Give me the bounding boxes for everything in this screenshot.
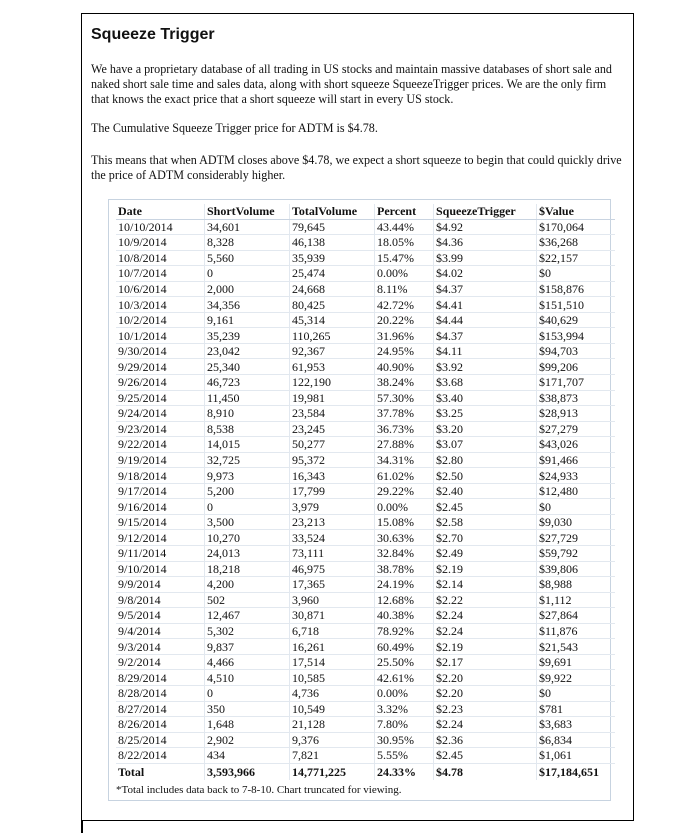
column-header-date: Date — [116, 204, 205, 219]
table-row — [116, 343, 615, 359]
table-cell: $2.24 — [434, 608, 537, 624]
table-row — [116, 592, 615, 608]
table-row — [116, 546, 615, 562]
table-cell: 36.73% — [375, 421, 434, 437]
table-cell: $9,030 — [537, 514, 616, 530]
table-cell: 0.00% — [375, 499, 434, 515]
table-cell: 8/28/2014 — [116, 685, 205, 701]
table-cell: 2,902 — [205, 732, 290, 748]
column-header-value: $Value — [537, 204, 616, 219]
table-cell: $99,206 — [537, 359, 616, 375]
table-cell: $22,157 — [537, 250, 616, 266]
table-cell: 8/22/2014 — [116, 748, 205, 764]
table-row — [116, 219, 615, 235]
table-row — [116, 608, 615, 624]
table-cell: $43,026 — [537, 437, 616, 453]
table-cell: $11,876 — [537, 623, 616, 639]
total-cell: 14,771,225 — [290, 763, 375, 780]
table-cell: $3.20 — [434, 421, 537, 437]
table-cell: $40,629 — [537, 312, 616, 328]
table-cell: $4.37 — [434, 281, 537, 297]
table-cell: 9,973 — [205, 468, 290, 484]
table-cell: 10/1/2014 — [116, 328, 205, 344]
table-cell: 10/7/2014 — [116, 266, 205, 282]
table-cell: 34,356 — [205, 297, 290, 313]
table-cell: 24.19% — [375, 577, 434, 593]
table-cell: $3.40 — [434, 390, 537, 406]
total-cell: Total — [116, 763, 205, 780]
table-cell: 24,668 — [290, 281, 375, 297]
table-cell: 10,549 — [290, 701, 375, 717]
table-cell: $781 — [537, 701, 616, 717]
table-cell: 9/24/2014 — [116, 406, 205, 422]
table-total-row — [116, 763, 615, 780]
table-cell: 35,239 — [205, 328, 290, 344]
table-cell: 5,200 — [205, 483, 290, 499]
table-cell: $27,864 — [537, 608, 616, 624]
table-cell: $2.24 — [434, 623, 537, 639]
table-row — [116, 670, 615, 686]
table-row — [116, 437, 615, 453]
table-cell: $3.99 — [434, 250, 537, 266]
table-cell: 92,367 — [290, 343, 375, 359]
table-cell: 18,218 — [205, 561, 290, 577]
table-cell: $2.80 — [434, 452, 537, 468]
table-cell: $12,480 — [537, 483, 616, 499]
table-cell: 6,718 — [290, 623, 375, 639]
table-cell: 9/30/2014 — [116, 343, 205, 359]
table-cell: 9/2/2014 — [116, 654, 205, 670]
table-cell: 10/3/2014 — [116, 297, 205, 313]
table-cell: 32,725 — [205, 452, 290, 468]
table-row — [116, 421, 615, 437]
table-cell: 10/8/2014 — [116, 250, 205, 266]
table-cell: 29.22% — [375, 483, 434, 499]
table-cell: $2.22 — [434, 592, 537, 608]
table-cell: $2.45 — [434, 748, 537, 764]
table-row — [116, 701, 615, 717]
table-cell: 42.72% — [375, 297, 434, 313]
table-cell: 9/16/2014 — [116, 499, 205, 515]
table-row — [116, 732, 615, 748]
table-cell: $21,543 — [537, 639, 616, 655]
table-cell: 79,645 — [290, 219, 375, 235]
table-cell: $2.40 — [434, 483, 537, 499]
table-cell: 9/18/2014 — [116, 468, 205, 484]
table-cell: 21,128 — [290, 717, 375, 733]
table-cell: $3.92 — [434, 359, 537, 375]
table-row — [116, 468, 615, 484]
table-cell: 32.84% — [375, 546, 434, 562]
table-cell: 10/6/2014 — [116, 281, 205, 297]
table-row — [116, 530, 615, 546]
table-cell: 61.02% — [375, 468, 434, 484]
table-cell: 9/15/2014 — [116, 514, 205, 530]
table-cell: 61,953 — [290, 359, 375, 375]
table-cell: 0.00% — [375, 685, 434, 701]
table-cell: 23,213 — [290, 514, 375, 530]
table-cell: 19,981 — [290, 390, 375, 406]
table-cell: 78.92% — [375, 623, 434, 639]
table-row — [116, 623, 615, 639]
table-cell: 9,837 — [205, 639, 290, 655]
table-cell: $0 — [537, 499, 616, 515]
table-cell: $0 — [537, 685, 616, 701]
table-cell: 5.55% — [375, 748, 434, 764]
table-cell: $28,913 — [537, 406, 616, 422]
table-cell: 20.22% — [375, 312, 434, 328]
table-cell: 8/27/2014 — [116, 701, 205, 717]
table-cell: 9/23/2014 — [116, 421, 205, 437]
table-row — [116, 359, 615, 375]
table-cell: $9,922 — [537, 670, 616, 686]
table-cell: 502 — [205, 592, 290, 608]
table-cell: $2.50 — [434, 468, 537, 484]
table-cell: $4.02 — [434, 266, 537, 282]
column-header-short-volume: ShortVolume — [205, 204, 290, 219]
table-cell: 350 — [205, 701, 290, 717]
table-cell: $2.70 — [434, 530, 537, 546]
table-cell: 9/9/2014 — [116, 577, 205, 593]
table-cell: 95,372 — [290, 452, 375, 468]
table-cell: 9/22/2014 — [116, 437, 205, 453]
table-cell: $91,466 — [537, 452, 616, 468]
table-cell: 30,871 — [290, 608, 375, 624]
table-cell: 46,138 — [290, 235, 375, 251]
table-cell: $2.36 — [434, 732, 537, 748]
table-cell: 15.47% — [375, 250, 434, 266]
table-cell: 25,474 — [290, 266, 375, 282]
table-cell: 2,000 — [205, 281, 290, 297]
table-cell: 0 — [205, 266, 290, 282]
table-cell: 9/19/2014 — [116, 452, 205, 468]
table-cell: 73,111 — [290, 546, 375, 562]
table-cell: 33,524 — [290, 530, 375, 546]
table-row — [116, 483, 615, 499]
table-cell: 9/25/2014 — [116, 390, 205, 406]
table-row — [116, 452, 615, 468]
table-cell: 3.32% — [375, 701, 434, 717]
table-cell: $8,988 — [537, 577, 616, 593]
table-cell: 16,343 — [290, 468, 375, 484]
table-cell: $4.36 — [434, 235, 537, 251]
table-cell: $153,994 — [537, 328, 616, 344]
table-cell: 9,376 — [290, 732, 375, 748]
table-cell: $2.49 — [434, 546, 537, 562]
table-cell: 40.90% — [375, 359, 434, 375]
table-cell: 9/10/2014 — [116, 561, 205, 577]
table-cell: $2.14 — [434, 577, 537, 593]
table-cell: 43.44% — [375, 219, 434, 235]
table-row — [116, 577, 615, 593]
table-cell: 18.05% — [375, 235, 434, 251]
table-cell: 4,466 — [205, 654, 290, 670]
table-cell: 40.38% — [375, 608, 434, 624]
table-cell: 50,277 — [290, 437, 375, 453]
column-header-total-volume: TotalVolume — [290, 204, 375, 219]
table-cell: 45,314 — [290, 312, 375, 328]
table-cell: $0 — [537, 266, 616, 282]
table-cell: $39,806 — [537, 561, 616, 577]
table-body — [116, 219, 615, 763]
table-cell: 8/29/2014 — [116, 670, 205, 686]
table-cell: 4,736 — [290, 685, 375, 701]
column-header-percent: Percent — [375, 204, 434, 219]
table-row — [116, 748, 615, 764]
table-cell: 9/26/2014 — [116, 375, 205, 391]
table-cell: $59,792 — [537, 546, 616, 562]
table-cell: 46,723 — [205, 375, 290, 391]
table-cell: 9/5/2014 — [116, 608, 205, 624]
table-cell: 60.49% — [375, 639, 434, 655]
table-cell: 3,960 — [290, 592, 375, 608]
table-cell: 14,015 — [205, 437, 290, 453]
table-cell: 46,975 — [290, 561, 375, 577]
table-cell: $6,834 — [537, 732, 616, 748]
table-cell: 9/12/2014 — [116, 530, 205, 546]
table-cell: 34,601 — [205, 219, 290, 235]
table-cell: $2.45 — [434, 499, 537, 515]
cumulative-trigger-paragraph: The Cumulative Squeeze Trigger price for ADTM is $4.78. — [91, 121, 378, 135]
table-row — [116, 297, 615, 313]
table-cell: 27.88% — [375, 437, 434, 453]
table-cell: 10/9/2014 — [116, 235, 205, 251]
intro-paragraph: We have a proprietary database of all trading in US stocks and maintain massive databases of short sale and naked short sale time and sales data, along with short squeeze SqueezeTrigger prices. We are the only firm that knows the exact price that a short squeeze will start in every US stock. — [91, 62, 612, 106]
table-cell: 80,425 — [290, 297, 375, 313]
table-row — [116, 328, 615, 344]
total-cell: 3,593,966 — [205, 763, 290, 780]
table-cell: 24.95% — [375, 343, 434, 359]
table-cell: 3,500 — [205, 514, 290, 530]
table-cell: 37.78% — [375, 406, 434, 422]
table-cell: 122,190 — [290, 375, 375, 391]
table-cell: 9/17/2014 — [116, 483, 205, 499]
table-cell: $2.19 — [434, 561, 537, 577]
table-cell: 9/3/2014 — [116, 639, 205, 655]
table-cell: 9,161 — [205, 312, 290, 328]
table-cell: $2.20 — [434, 685, 537, 701]
squeeze-data-table — [116, 204, 615, 780]
table-cell: 8.11% — [375, 281, 434, 297]
column-header-squeeze-trigger: SqueezeTrigger — [434, 204, 537, 219]
table-cell: $9,691 — [537, 654, 616, 670]
table-cell: 12,467 — [205, 608, 290, 624]
table-row — [116, 235, 615, 251]
table-row — [116, 312, 615, 328]
table-cell: 5,302 — [205, 623, 290, 639]
table-cell: 23,245 — [290, 421, 375, 437]
table-cell: 11,450 — [205, 390, 290, 406]
table-cell: $170,064 — [537, 219, 616, 235]
table-cell: 34.31% — [375, 452, 434, 468]
table-cell: 7.80% — [375, 717, 434, 733]
table-cell: 4,200 — [205, 577, 290, 593]
table-row — [116, 406, 615, 422]
table-cell: $2.17 — [434, 654, 537, 670]
table-cell: 10,270 — [205, 530, 290, 546]
table-cell: $4.92 — [434, 219, 537, 235]
table-cell: 4,510 — [205, 670, 290, 686]
table-cell: 23,042 — [205, 343, 290, 359]
table-cell: 8/26/2014 — [116, 717, 205, 733]
table-cell: $158,876 — [537, 281, 616, 297]
table-cell: 17,514 — [290, 654, 375, 670]
footnote: *Total includes data back to 7-8-10. Chart truncated for viewing. — [116, 784, 402, 796]
table-cell: $2.24 — [434, 717, 537, 733]
table-cell: $24,933 — [537, 468, 616, 484]
table-cell: $27,279 — [537, 421, 616, 437]
table-cell: 15.08% — [375, 514, 434, 530]
table-cell: $3.68 — [434, 375, 537, 391]
table-row — [116, 717, 615, 733]
table-row — [116, 250, 615, 266]
table-cell: $4.11 — [434, 343, 537, 359]
table-cell: $3.25 — [434, 406, 537, 422]
table-cell: $2.58 — [434, 514, 537, 530]
table-row — [116, 281, 615, 297]
table-cell: 8,328 — [205, 235, 290, 251]
table-cell: $38,873 — [537, 390, 616, 406]
table-row — [116, 375, 615, 391]
table-cell: 17,365 — [290, 577, 375, 593]
table-cell: 0.00% — [375, 266, 434, 282]
table-cell: $4.37 — [434, 328, 537, 344]
table-cell: 9/11/2014 — [116, 546, 205, 562]
table-cell: 9/4/2014 — [116, 623, 205, 639]
table-cell: 3,979 — [290, 499, 375, 515]
table-cell: 8/25/2014 — [116, 732, 205, 748]
table-cell: 30.63% — [375, 530, 434, 546]
table-cell: $1,112 — [537, 592, 616, 608]
table-row — [116, 499, 615, 515]
table-cell: 5,560 — [205, 250, 290, 266]
total-cell: $17,184,651 — [537, 763, 616, 780]
table-row — [116, 561, 615, 577]
table-cell: 25,340 — [205, 359, 290, 375]
table-cell: 10,585 — [290, 670, 375, 686]
table-cell: 10/10/2014 — [116, 219, 205, 235]
table-cell: $3.07 — [434, 437, 537, 453]
table-cell: $2.19 — [434, 639, 537, 655]
table-cell: 0 — [205, 685, 290, 701]
table-cell: $27,729 — [537, 530, 616, 546]
table-cell: $4.41 — [434, 297, 537, 313]
table-cell: $151,510 — [537, 297, 616, 313]
table-cell: $36,268 — [537, 235, 616, 251]
table-row — [116, 266, 615, 282]
table-cell: 42.61% — [375, 670, 434, 686]
meaning-paragraph: This means that when ADTM closes above $4.78, we expect a short squeeze to begin that could quickly drive the price of ADTM considerably higher. — [91, 153, 622, 182]
table-cell: 35,939 — [290, 250, 375, 266]
table-cell: 434 — [205, 748, 290, 764]
table-cell: 25.50% — [375, 654, 434, 670]
table-cell: $1,061 — [537, 748, 616, 764]
table-cell: 31.96% — [375, 328, 434, 344]
table-cell: $4.44 — [434, 312, 537, 328]
page-title: Squeeze Trigger — [91, 26, 215, 43]
table-row — [116, 654, 615, 670]
table-cell: 7,821 — [290, 748, 375, 764]
table-cell: 9/29/2014 — [116, 359, 205, 375]
table-cell: $2.20 — [434, 670, 537, 686]
table-cell: 9/8/2014 — [116, 592, 205, 608]
table-cell: 23,584 — [290, 406, 375, 422]
table-cell: 57.30% — [375, 390, 434, 406]
table-row — [116, 685, 615, 701]
table-cell: 8,910 — [205, 406, 290, 422]
table-cell: $171,707 — [537, 375, 616, 391]
table-cell: 10/2/2014 — [116, 312, 205, 328]
table-cell: $2.23 — [434, 701, 537, 717]
table-cell: $94,703 — [537, 343, 616, 359]
total-cell: 24.33% — [375, 763, 434, 780]
table-row — [116, 514, 615, 530]
table-header-row — [116, 204, 615, 219]
table-cell: $3,683 — [537, 717, 616, 733]
page-border-tail — [81, 820, 83, 833]
table-cell: 110,265 — [290, 328, 375, 344]
table-row — [116, 390, 615, 406]
table-cell: 17,799 — [290, 483, 375, 499]
table-cell: 38.78% — [375, 561, 434, 577]
table-cell: 16,261 — [290, 639, 375, 655]
table-cell: 38.24% — [375, 375, 434, 391]
table-cell: 12.68% — [375, 592, 434, 608]
table-cell: 0 — [205, 499, 290, 515]
table-row — [116, 639, 615, 655]
table-cell: 24,013 — [205, 546, 290, 562]
total-cell: $4.78 — [434, 763, 537, 780]
table-cell: 8,538 — [205, 421, 290, 437]
table-cell: 30.95% — [375, 732, 434, 748]
table-cell: 1,648 — [205, 717, 290, 733]
